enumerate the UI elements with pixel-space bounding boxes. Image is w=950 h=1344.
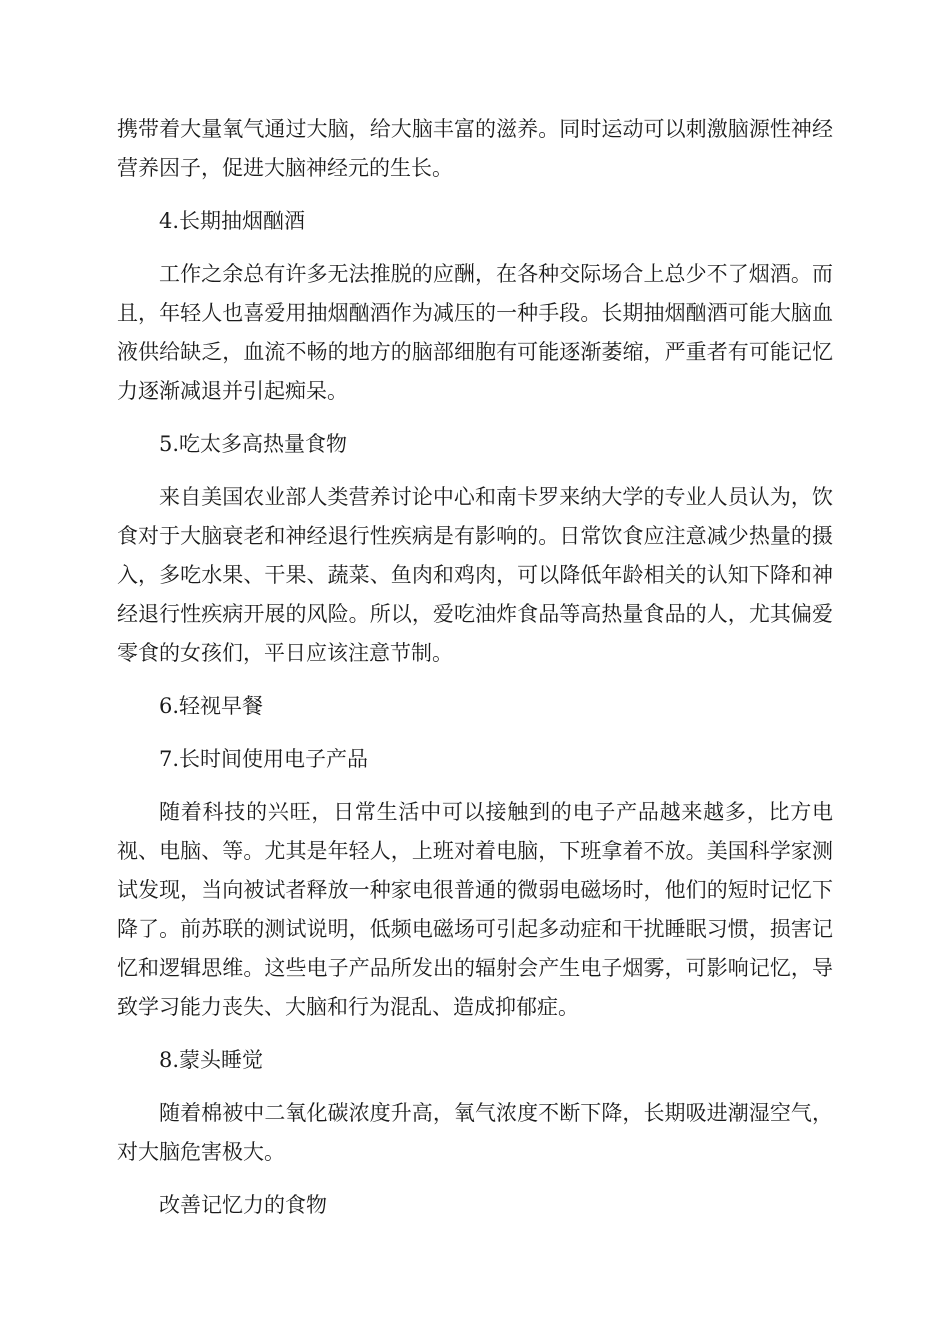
heading-electronic-devices: 7.长时间使用电子产品 [159,747,369,771]
heading-skip-breakfast: 6.轻视早餐 [159,694,264,718]
heading-memory-foods: 改善记忆力的食物 [159,1193,327,1217]
paragraph-exercise-continued: 携带着大量氧气通过大脑，给大脑丰富的滋养。同时运动可以刺激脑源性神经营养因子，促进大脑神经元的生长。 [117,117,833,180]
paragraph-smoking-drinking: 工作之余总有许多无法推脱的应酬，在各种交际场合上总少不了烟酒。而且，年轻人也喜爱用抽烟酗酒作为减压的一种手段。长期抽烟酗酒可能大脑血液供给缺乏，血流不畅的地方的脑部细胞有可能逐渐萎缩，严重者有可能记忆力逐渐减退并引起痴呆。 [117,262,833,403]
paragraph-high-calorie-food: 来自美国农业部人类营养讨论中心和南卡罗来纳大学的专业人员认为，饮食对于大脑衰老和神经退行性疾病是有影响的。日常饮食应注意减少热量的摄入，多吃水果、干果、蔬菜、鱼肉和鸡肉，可以降低年龄相关的认知下降和神经退行性疾病开展的风险。所以，爱吃油炸食品等高热量食品的人，尤其偏爱零食的女孩们，平日应该注意节制。 [117,485,833,665]
document-body [117,110,833,1225]
paragraph-electronic-devices: 随着科技的兴旺，日常生活中可以接触到的电子产品越来越多，比方电视、电脑、等。尤其是年轻人，上班对着电脑，下班拿着不放。美国科学家测试发现，当向被试者释放一种家电很普通的微弱电磁场时，他们的短时记忆下降了。前苏联的测试说明，低频电磁场可引起多动症和干扰睡眠习惯，损害记忆和逻辑思维。这些电子产品所发出的辐射会产生电子烟雾，可影响记忆，导致学习能力丧失、大脑和行为混乱、造成抑郁症。 [117,800,833,1019]
paragraph-covering-head-sleep: 随着棉被中二氧化碳浓度升高，氧气浓度不断下降，长期吸进潮湿空气，对大脑危害极大。 [117,1101,833,1164]
heading-smoking-drinking: 4.长期抽烟酗酒 [159,209,306,233]
heading-covering-head-sleep: 8.蒙头睡觉 [159,1048,264,1072]
heading-high-calorie-food: 5.吃太多高热量食物 [159,432,348,456]
